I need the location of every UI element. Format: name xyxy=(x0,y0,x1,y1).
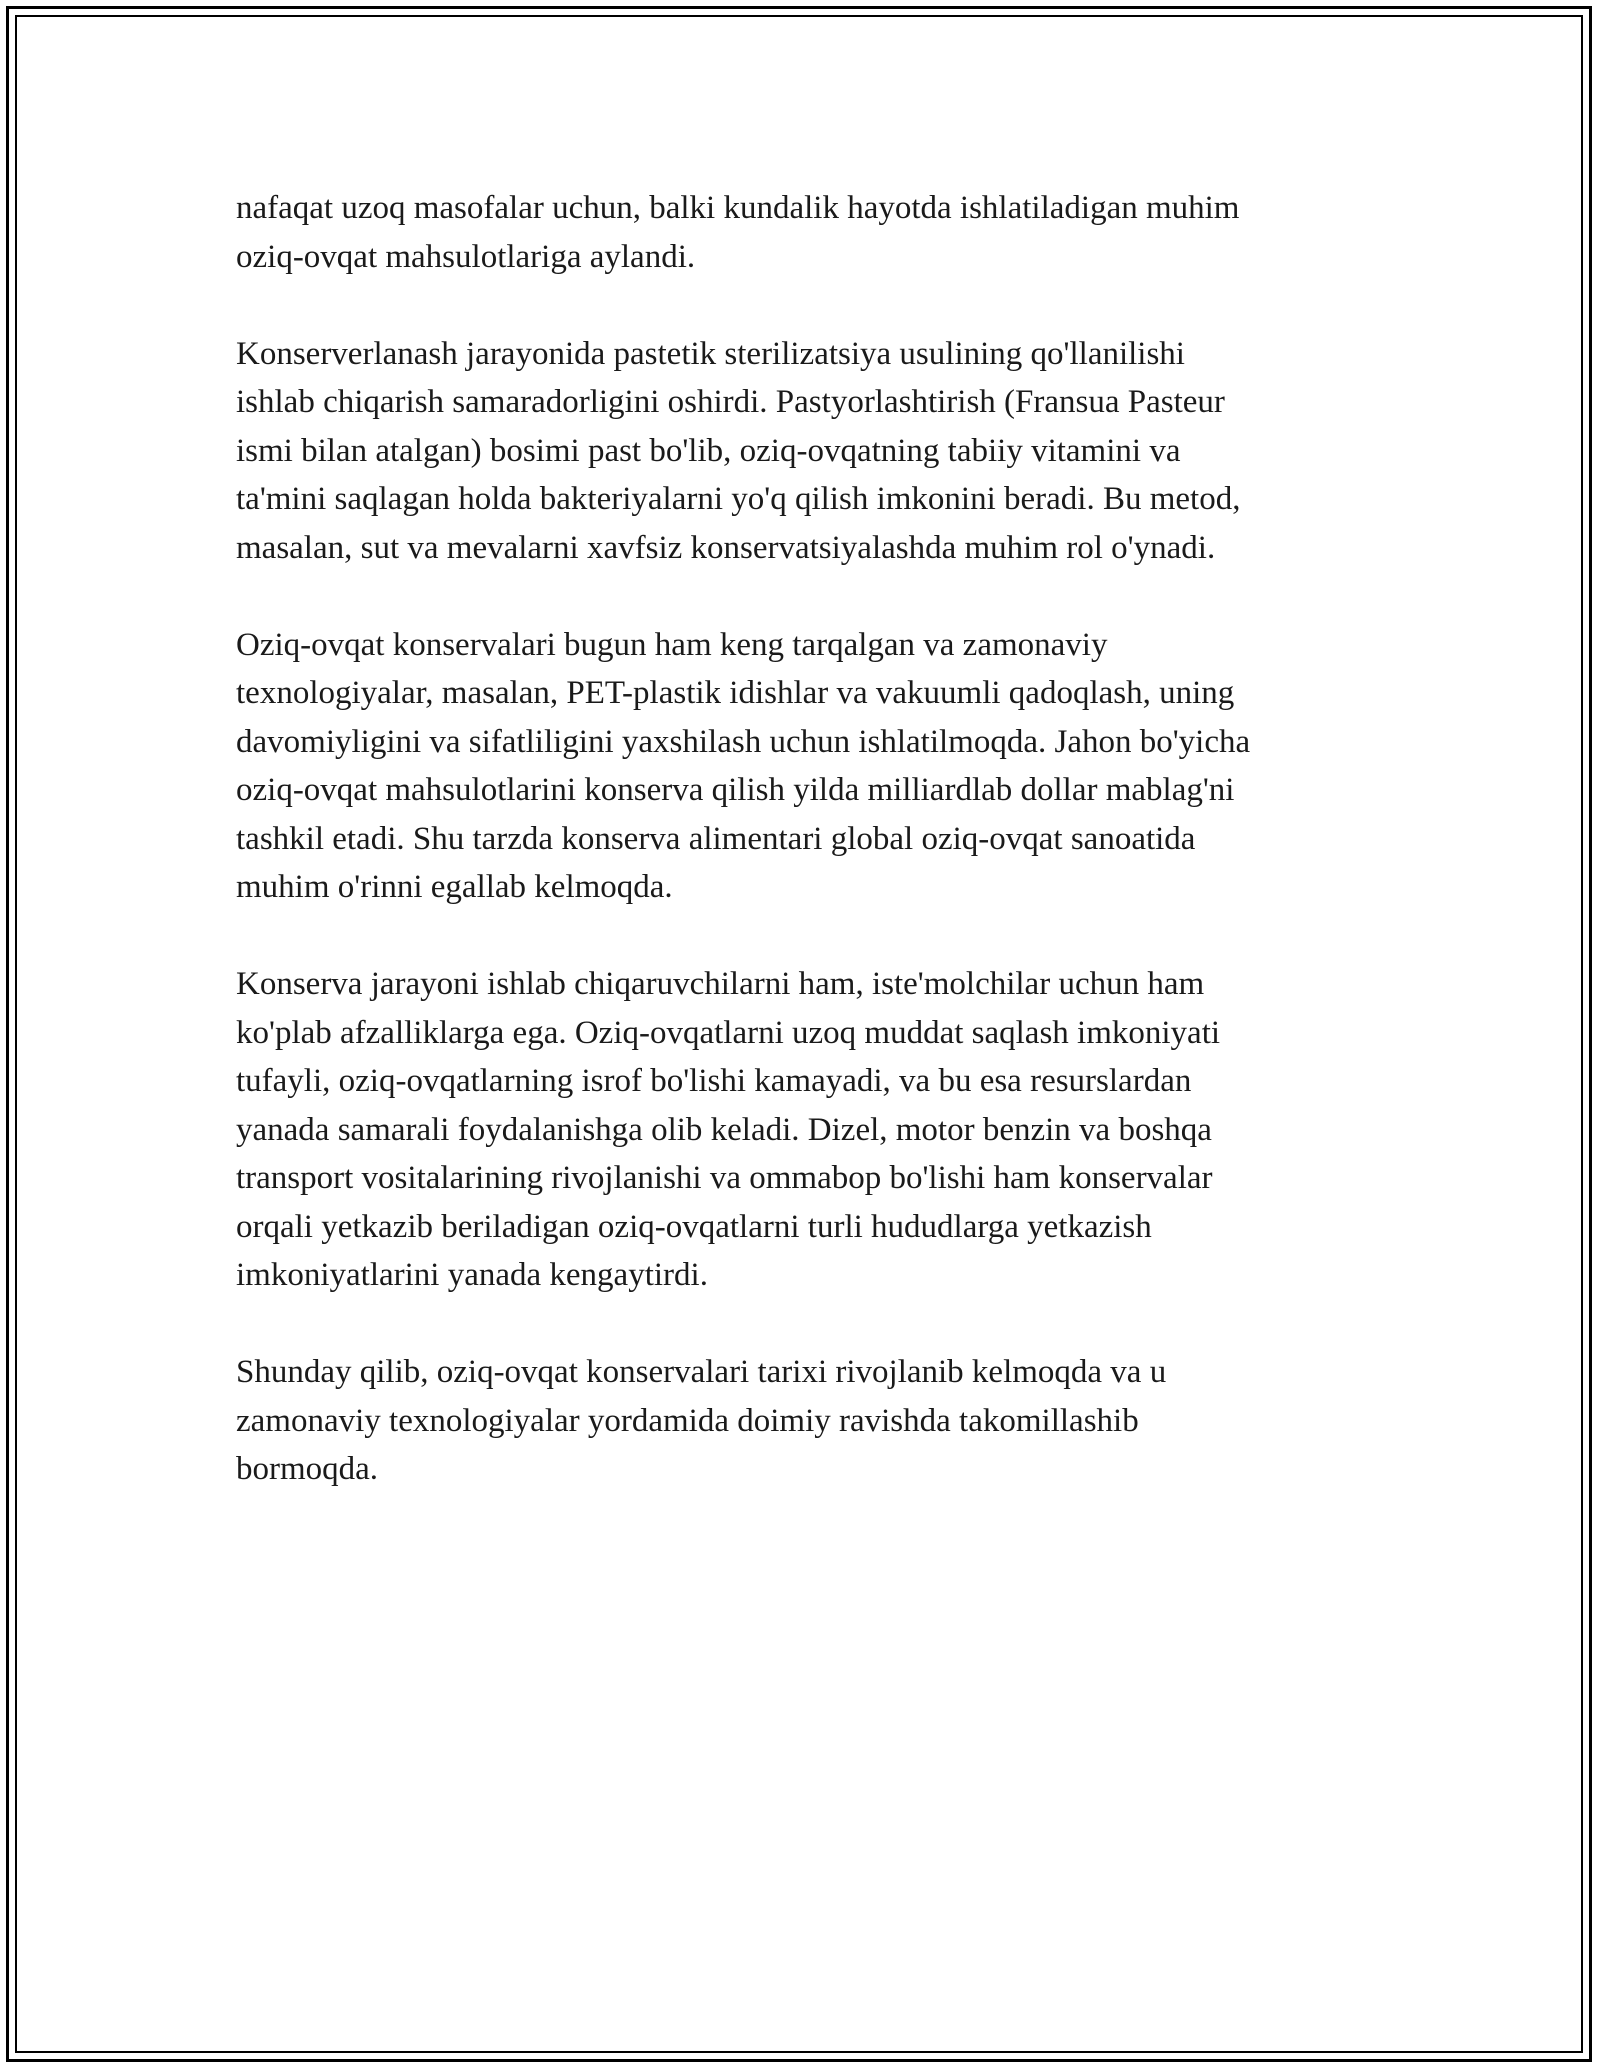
paragraph-5: Shunday qilib, oziq-ovqat konservalari tarixi rivojlanib kelmoqda va u zamonaviy texnologiyalar yordamida doimiy ravishda takomillashib bormoqda. xyxy=(236,1354,1167,1487)
paragraph-2: Konserverlanash jarayonida pastetik sterilizatsiya usulining qo'llanilishi ishlab chiqarish samaradorligini oshirdi. Pastyorlashtirish (Fransua Pasteur ismi bilan atalgan) bosimi past bo'lib, oziq-ovqatning tabiiy vitamini va ta'mini saqlagan holda bakteriyalarni yo'q qilish imkonini beradi. Bu metod, masalan, sut va mevalarni xavfsiz konservatsiyalashda muhim rol o'ynadi. xyxy=(236,335,1241,566)
paragraph-1: nafaqat uzoq masofalar uchun, balki kundalik hayotda ishlatiladigan muhim oziq-ovqat mahsulotlariga aylandi. xyxy=(236,190,1240,275)
paragraph-3: Oziq-ovqat konservalari bugun ham keng tarqalgan va zamonaviy texnologiyalar, masalan, PET-plastik idishlar va vakuumli qadoqlash, uning davomiyligini va sifatliligini yaxshilash uchun ishlatilmoqda. Jahon bo'yicha oziq-ovqat mahsulotlarini konserva qilish yilda milliardlab dollar mablag'ni tashkil etadi. Shu tarzda konserva alimentari global oziq-ovqat sanoatida muhim o'rinni egallab kelmoqda. xyxy=(236,626,1251,905)
document-body xyxy=(236,184,1376,1494)
paragraph-4: Konserva jarayoni ishlab chiqaruvchilarni ham, iste'molchilar uchun ham ko'plab afzalliklarga ega. Oziq-ovqatlarni uzoq muddat saqlash imkoniyati tufayli, oziq-ovqatlarning isrof bo'lishi kamayadi, va bu esa resurslardan yanada samarali foydalanishga olib keladi. Dizel, motor benzin va boshqa transport vositalarining rivojlanishi va ommabop bo'lishi ham konservalar orqali yetkazib beriladigan oziq-ovqatlarni turli hududlarga yetkazish imkoniyatlarini yanada kengaytirdi. xyxy=(236,966,1221,1293)
